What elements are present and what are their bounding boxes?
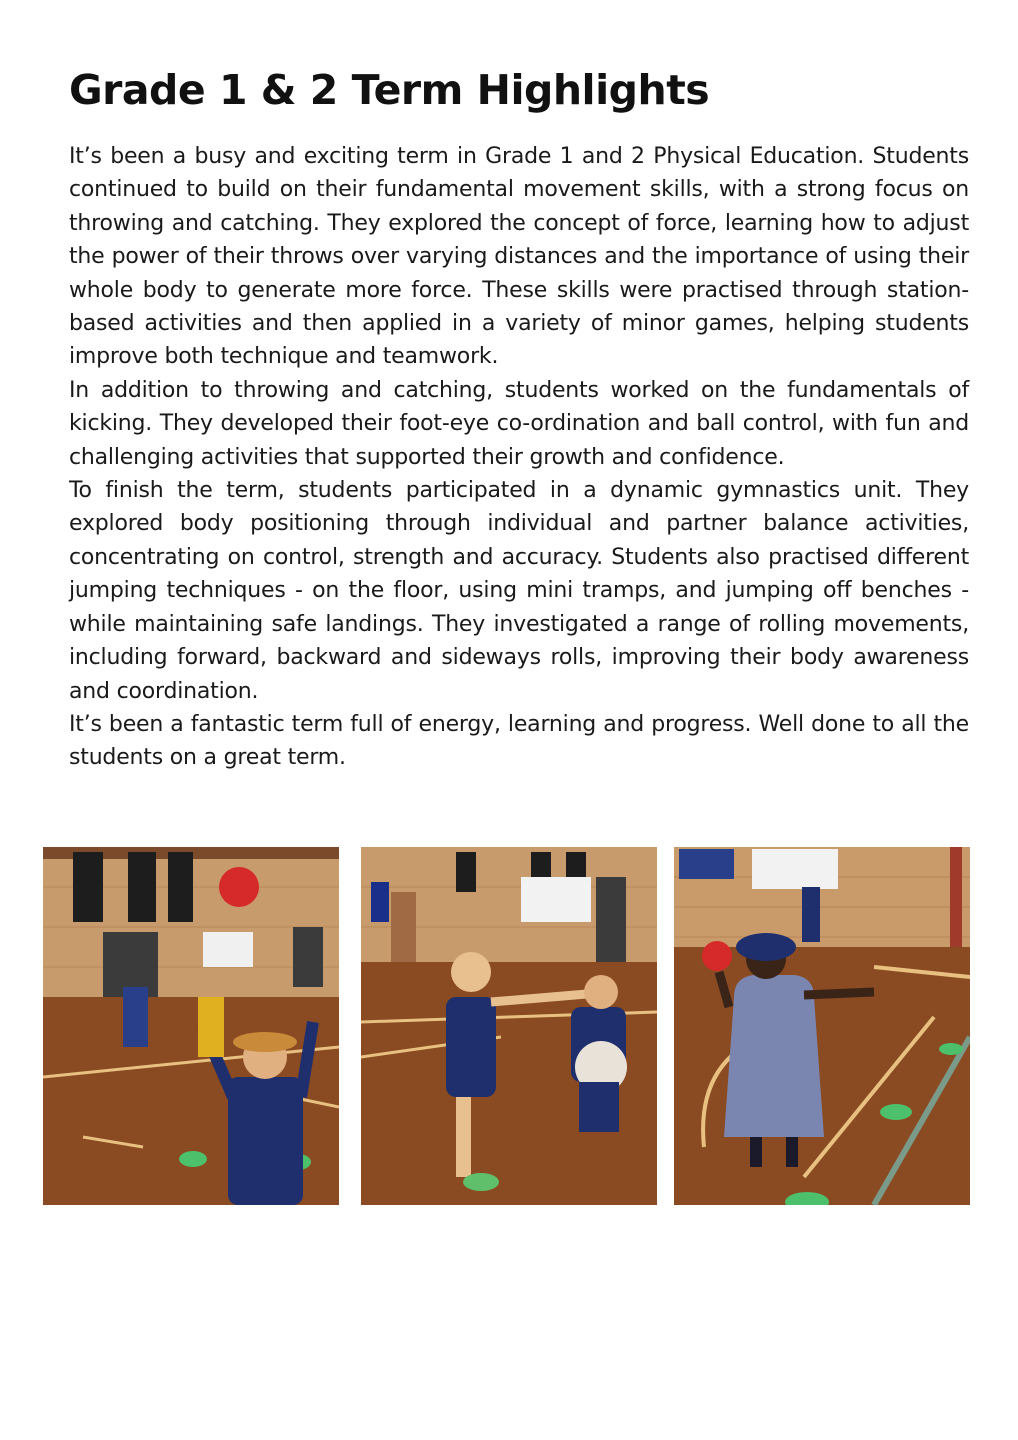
photo-children-passing-ball <box>361 847 657 1205</box>
article-body <box>69 140 969 775</box>
paragraph-throwing-catching: It’s been a busy and exciting term in Grade 1 and 2 Physical Education. Students continued to build on their fundamental movement skills, with a strong focus on throwing and catching. They explored the concept of force, learning how to adjust the power of their throws over varying distances and the importance of using their whole body to generate more force. These skills were practised through station-based activities and then applied in a variety of minor games, helping students improve both technique and teamwork. <box>69 144 969 370</box>
photo-child-throwing-red-ball <box>674 847 970 1205</box>
paragraph-gymnastics: To finish the term, students participated in a dynamic gymnastics unit. They explored body positioning through individual and partner balance activities, concentrating on control, strength and accuracy. Students also practised different jumping techniques - on the floor, using mini tramps, and jumping off benches - while maintaining safe landings. They investigated a range of rolling movements, including forward, backward and sideways rolls, improving their body awareness and coordination. <box>69 478 969 704</box>
paragraph-closing: It’s been a fantastic term full of energy, learning and progress. Well done to all the students on a great term. <box>69 711 969 771</box>
paragraph-kicking: In addition to throwing and catching, students worked on the fundamentals of kicking. They developed their foot-eye co-ordination and ball control, with fun and challenging activities that supported their growth and confidence. <box>69 377 969 470</box>
photo-child-catching-red-ball <box>43 847 339 1205</box>
page-title: Grade 1 & 2 Term Highlights <box>69 66 710 114</box>
